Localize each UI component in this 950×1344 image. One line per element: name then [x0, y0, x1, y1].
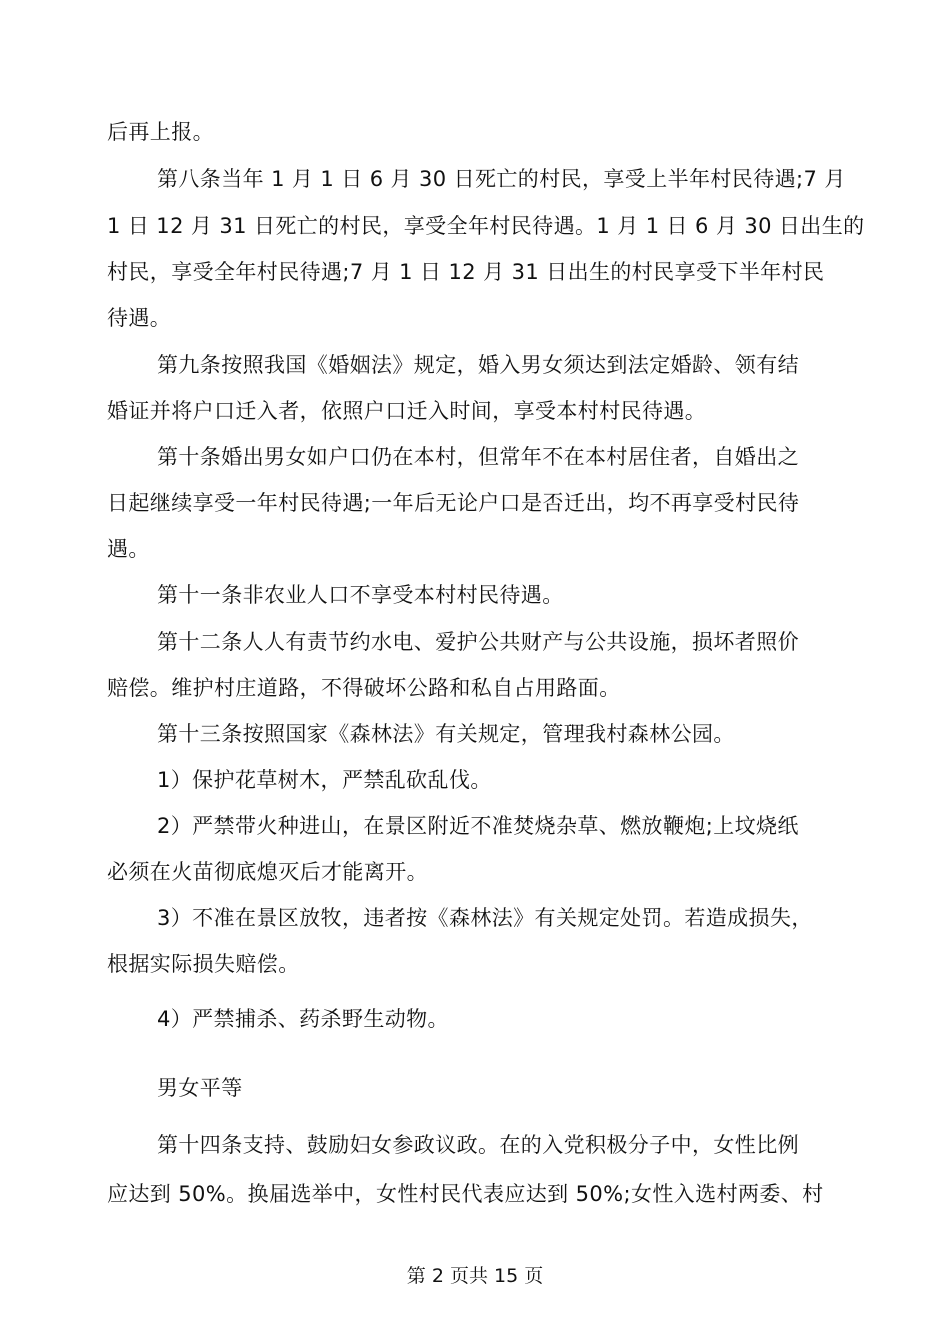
list-item-1: 1）保护花草树木，严禁乱砍乱伐。	[157, 768, 492, 792]
text-line-17: 必须在火苗彻底熄灭后才能离开。	[107, 860, 428, 884]
list-item-3: 3）不准在景区放牧，违者按《森林法》有关规定处罚。若造成损失，	[157, 906, 813, 930]
text-line-10: 遇。	[107, 537, 150, 561]
list-item-2: 2）严禁带火种进山，在景区附近不准焚烧杂草、燃放鞭炮;上坟烧纸	[157, 814, 799, 838]
text-line-9: 日起继续享受一年村民待遇;一年后无论户口是否迁出，均不再享受村民待	[107, 491, 800, 515]
text-line-3: 1 日 12 月 31 日死亡的村民，享受全年村民待遇。1 月 1 日 6 月 30 日出生的	[107, 214, 865, 238]
text-line-23: 应达到 50%。换届选举中，女性村民代表应达到 50%;女性入选村两委、村	[107, 1182, 824, 1206]
text-line-19: 根据实际损失赔偿。	[107, 952, 300, 976]
text-line-5: 待遇。	[107, 306, 172, 330]
text-line-8: 第十条婚出男女如户口仍在本村，但常年不在本村居住者，自婚出之	[157, 445, 799, 469]
text-line-7: 婚证并将户口迁入者，依照户口迁入时间，享受本村村民待遇。	[107, 399, 707, 423]
text-line-2: 第八条当年 1 月 1 日 6 月 30 日死亡的村民，享受上半年村民待遇;7 月	[157, 167, 846, 191]
text-line-22: 第十四条支持、鼓励妇女参政议政。在的入党积极分子中，女性比例	[157, 1133, 799, 1157]
list-item-4: 4）严禁捕杀、药杀野生动物。	[157, 1007, 449, 1031]
text-line-11: 第十一条非农业人口不享受本村村民待遇。	[157, 583, 564, 607]
text-line-14: 第十三条按照国家《森林法》有关规定，管理我村森林公园。	[157, 722, 735, 746]
text-line-4: 村民，享受全年村民待遇;7 月 1 日 12 月 31 日出生的村民享受下半年村民	[107, 260, 825, 284]
page-footer: 第 2 页共 15 页	[406, 1265, 544, 1287]
text-line-6: 第九条按照我国《婚姻法》规定，婚入男女须达到法定婚龄、领有结	[157, 353, 799, 377]
section-heading: 男女平等	[157, 1076, 243, 1100]
text-line-12: 第十二条人人有责节约水电、爱护公共财产与公共设施，损坏者照价	[157, 630, 799, 654]
text-line-1: 后再上报。	[107, 120, 214, 144]
text-line-13: 赔偿。维护村庄道路，不得破坏公路和私自占用路面。	[107, 676, 621, 700]
